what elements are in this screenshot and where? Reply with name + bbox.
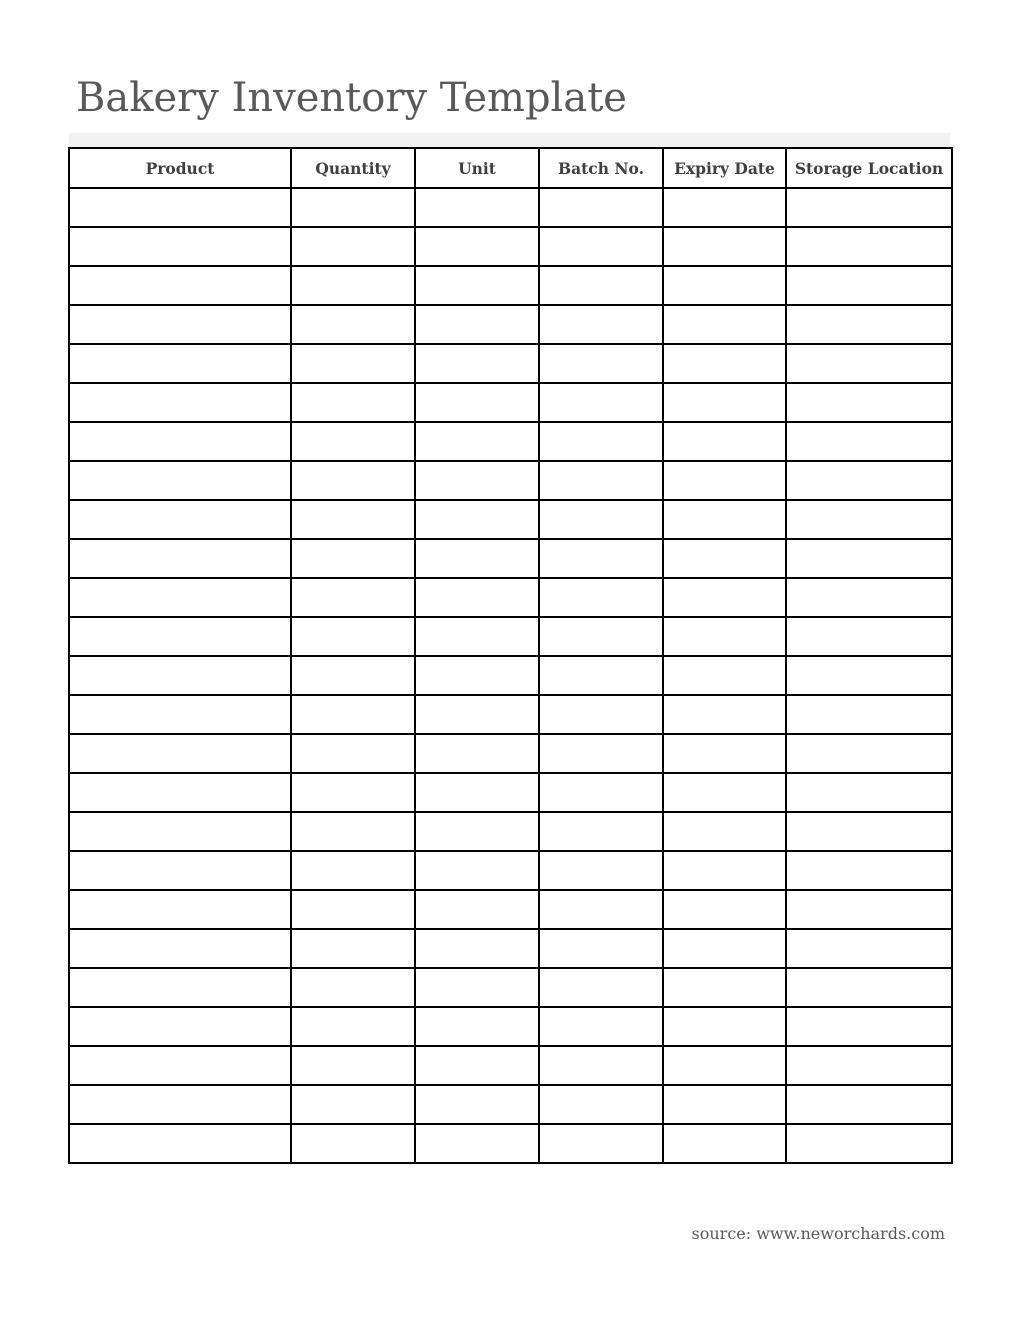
- cell-product[interactable]: [69, 383, 291, 422]
- column-header-unit: Unit: [415, 148, 539, 188]
- cell-batch-no[interactable]: [539, 578, 663, 617]
- cell-quantity[interactable]: [291, 1007, 415, 1046]
- table-row: [69, 734, 952, 773]
- cell-storage-location[interactable]: [786, 890, 952, 929]
- cell-batch-no[interactable]: [539, 383, 663, 422]
- table-row: [69, 500, 952, 539]
- table-row: [69, 578, 952, 617]
- cell-batch-no[interactable]: [539, 1124, 663, 1163]
- cell-expiry-date[interactable]: [663, 578, 786, 617]
- cell-quantity[interactable]: [291, 578, 415, 617]
- cell-unit[interactable]: [415, 422, 539, 461]
- cell-batch-no[interactable]: [539, 929, 663, 968]
- cell-unit[interactable]: [415, 1124, 539, 1163]
- cell-product[interactable]: [69, 695, 291, 734]
- cell-product[interactable]: [69, 968, 291, 1007]
- cell-product[interactable]: [69, 1124, 291, 1163]
- cell-storage-location[interactable]: [786, 422, 952, 461]
- cell-quantity[interactable]: [291, 617, 415, 656]
- cell-storage-location[interactable]: [786, 812, 952, 851]
- cell-unit[interactable]: [415, 734, 539, 773]
- cell-quantity[interactable]: [291, 344, 415, 383]
- table-row: [69, 227, 952, 266]
- cell-batch-no[interactable]: [539, 344, 663, 383]
- cell-expiry-date[interactable]: [663, 695, 786, 734]
- cell-expiry-date[interactable]: [663, 344, 786, 383]
- cell-storage-location[interactable]: [786, 539, 952, 578]
- cell-quantity[interactable]: [291, 656, 415, 695]
- cell-storage-location[interactable]: [786, 1124, 952, 1163]
- cell-expiry-date[interactable]: [663, 1007, 786, 1046]
- table-row: [69, 773, 952, 812]
- cell-expiry-date[interactable]: [663, 851, 786, 890]
- page-title: Bakery Inventory Template: [76, 75, 627, 121]
- table-row: [69, 929, 952, 968]
- cell-quantity[interactable]: [291, 929, 415, 968]
- cell-batch-no[interactable]: [539, 695, 663, 734]
- cell-batch-no[interactable]: [539, 890, 663, 929]
- cell-unit[interactable]: [415, 773, 539, 812]
- table-row: [69, 461, 952, 500]
- cell-storage-location[interactable]: [786, 1007, 952, 1046]
- cell-product[interactable]: [69, 812, 291, 851]
- cell-quantity[interactable]: [291, 734, 415, 773]
- cell-unit[interactable]: [415, 227, 539, 266]
- cell-expiry-date[interactable]: [663, 266, 786, 305]
- cell-product[interactable]: [69, 851, 291, 890]
- table-body: [69, 188, 952, 1163]
- table-row: [69, 188, 952, 227]
- cell-quantity[interactable]: [291, 305, 415, 344]
- column-header-product: Product: [69, 148, 291, 188]
- cell-quantity[interactable]: [291, 695, 415, 734]
- cell-batch-no[interactable]: [539, 305, 663, 344]
- table-row: [69, 617, 952, 656]
- inventory-table: [68, 147, 953, 1164]
- cell-product[interactable]: [69, 773, 291, 812]
- column-header-storage-location: Storage Location: [786, 148, 952, 188]
- cell-expiry-date[interactable]: [663, 461, 786, 500]
- table-header-row: [69, 148, 952, 188]
- cell-batch-no[interactable]: [539, 1085, 663, 1124]
- cell-unit[interactable]: [415, 656, 539, 695]
- cell-unit[interactable]: [415, 383, 539, 422]
- cell-quantity[interactable]: [291, 1085, 415, 1124]
- cell-unit[interactable]: [415, 188, 539, 227]
- table-row: [69, 656, 952, 695]
- cell-quantity[interactable]: [291, 539, 415, 578]
- cell-quantity[interactable]: [291, 812, 415, 851]
- cell-expiry-date[interactable]: [663, 1046, 786, 1085]
- cell-product[interactable]: [69, 227, 291, 266]
- cell-batch-no[interactable]: [539, 500, 663, 539]
- cell-storage-location[interactable]: [786, 383, 952, 422]
- cell-product[interactable]: [69, 734, 291, 773]
- cell-batch-no[interactable]: [539, 539, 663, 578]
- cell-storage-location[interactable]: [786, 188, 952, 227]
- cell-unit[interactable]: [415, 851, 539, 890]
- cell-quantity[interactable]: [291, 1046, 415, 1085]
- cell-product[interactable]: [69, 422, 291, 461]
- cell-expiry-date[interactable]: [663, 1085, 786, 1124]
- cell-unit[interactable]: [415, 539, 539, 578]
- cell-storage-location[interactable]: [786, 578, 952, 617]
- cell-unit[interactable]: [415, 890, 539, 929]
- cell-product[interactable]: [69, 1085, 291, 1124]
- cell-expiry-date[interactable]: [663, 305, 786, 344]
- table-row: [69, 695, 952, 734]
- cell-quantity[interactable]: [291, 500, 415, 539]
- cell-batch-no[interactable]: [539, 773, 663, 812]
- cell-quantity[interactable]: [291, 383, 415, 422]
- cell-batch-no[interactable]: [539, 656, 663, 695]
- cell-expiry-date[interactable]: [663, 968, 786, 1007]
- cell-quantity[interactable]: [291, 266, 415, 305]
- cell-quantity[interactable]: [291, 422, 415, 461]
- cell-batch-no[interactable]: [539, 968, 663, 1007]
- cell-quantity[interactable]: [291, 968, 415, 1007]
- cell-storage-location[interactable]: [786, 1085, 952, 1124]
- table-row: [69, 305, 952, 344]
- cell-expiry-date[interactable]: [663, 617, 786, 656]
- table-row: [69, 1046, 952, 1085]
- cell-expiry-date[interactable]: [663, 422, 786, 461]
- cell-unit[interactable]: [415, 929, 539, 968]
- table-row: [69, 968, 952, 1007]
- cell-batch-no[interactable]: [539, 422, 663, 461]
- table-row: [69, 539, 952, 578]
- cell-storage-location[interactable]: [786, 773, 952, 812]
- cell-unit[interactable]: [415, 305, 539, 344]
- cell-quantity[interactable]: [291, 188, 415, 227]
- cell-storage-location[interactable]: [786, 266, 952, 305]
- cell-unit[interactable]: [415, 344, 539, 383]
- table-row: [69, 266, 952, 305]
- cell-storage-location[interactable]: [786, 227, 952, 266]
- cell-product[interactable]: [69, 500, 291, 539]
- cell-unit[interactable]: [415, 500, 539, 539]
- cell-unit[interactable]: [415, 617, 539, 656]
- cell-product[interactable]: [69, 266, 291, 305]
- table-row: [69, 1085, 952, 1124]
- table-row: [69, 890, 952, 929]
- cell-unit[interactable]: [415, 1046, 539, 1085]
- cell-batch-no[interactable]: [539, 1007, 663, 1046]
- cell-unit[interactable]: [415, 461, 539, 500]
- cell-storage-location[interactable]: [786, 344, 952, 383]
- cell-quantity[interactable]: [291, 227, 415, 266]
- cell-unit[interactable]: [415, 695, 539, 734]
- cell-expiry-date[interactable]: [663, 1124, 786, 1163]
- table-row: [69, 1124, 952, 1163]
- cell-storage-location[interactable]: [786, 500, 952, 539]
- column-header-expiry-date: Expiry Date: [663, 148, 786, 188]
- table-row: [69, 383, 952, 422]
- table-row: [69, 851, 952, 890]
- cell-unit[interactable]: [415, 812, 539, 851]
- cell-product[interactable]: [69, 344, 291, 383]
- cell-quantity[interactable]: [291, 1124, 415, 1163]
- cell-product[interactable]: [69, 1046, 291, 1085]
- cell-batch-no[interactable]: [539, 617, 663, 656]
- source-credit: source: www.neworchards.com: [691, 1224, 945, 1243]
- cell-product[interactable]: [69, 1007, 291, 1046]
- cell-unit[interactable]: [415, 1007, 539, 1046]
- cell-unit[interactable]: [415, 266, 539, 305]
- table-row: [69, 812, 952, 851]
- table-row: [69, 422, 952, 461]
- cell-product[interactable]: [69, 890, 291, 929]
- cell-expiry-date[interactable]: [663, 812, 786, 851]
- cell-unit[interactable]: [415, 1085, 539, 1124]
- cell-batch-no[interactable]: [539, 227, 663, 266]
- cell-product[interactable]: [69, 656, 291, 695]
- cell-product[interactable]: [69, 617, 291, 656]
- title-divider-band: [69, 133, 950, 147]
- cell-expiry-date[interactable]: [663, 656, 786, 695]
- cell-batch-no[interactable]: [539, 266, 663, 305]
- cell-storage-location[interactable]: [786, 695, 952, 734]
- cell-storage-location[interactable]: [786, 851, 952, 890]
- cell-product[interactable]: [69, 461, 291, 500]
- cell-expiry-date[interactable]: [663, 188, 786, 227]
- cell-storage-location[interactable]: [786, 305, 952, 344]
- cell-expiry-date[interactable]: [663, 734, 786, 773]
- cell-batch-no[interactable]: [539, 188, 663, 227]
- cell-storage-location[interactable]: [786, 734, 952, 773]
- cell-quantity[interactable]: [291, 461, 415, 500]
- cell-product[interactable]: [69, 188, 291, 227]
- column-header-quantity: Quantity: [291, 148, 415, 188]
- cell-storage-location[interactable]: [786, 461, 952, 500]
- cell-expiry-date[interactable]: [663, 773, 786, 812]
- cell-expiry-date[interactable]: [663, 890, 786, 929]
- cell-batch-no[interactable]: [539, 851, 663, 890]
- cell-batch-no[interactable]: [539, 734, 663, 773]
- cell-unit[interactable]: [415, 578, 539, 617]
- cell-batch-no[interactable]: [539, 461, 663, 500]
- table-row: [69, 344, 952, 383]
- cell-storage-location[interactable]: [786, 929, 952, 968]
- cell-product[interactable]: [69, 305, 291, 344]
- cell-product[interactable]: [69, 539, 291, 578]
- cell-expiry-date[interactable]: [663, 929, 786, 968]
- cell-expiry-date[interactable]: [663, 383, 786, 422]
- cell-quantity[interactable]: [291, 773, 415, 812]
- cell-storage-location[interactable]: [786, 968, 952, 1007]
- cell-product[interactable]: [69, 578, 291, 617]
- cell-storage-location[interactable]: [786, 617, 952, 656]
- cell-storage-location[interactable]: [786, 656, 952, 695]
- column-header-batch-no: Batch No.: [539, 148, 663, 188]
- cell-expiry-date[interactable]: [663, 539, 786, 578]
- cell-batch-no[interactable]: [539, 812, 663, 851]
- cell-storage-location[interactable]: [786, 1046, 952, 1085]
- cell-expiry-date[interactable]: [663, 500, 786, 539]
- table-row: [69, 1007, 952, 1046]
- cell-quantity[interactable]: [291, 851, 415, 890]
- cell-product[interactable]: [69, 929, 291, 968]
- cell-unit[interactable]: [415, 968, 539, 1007]
- cell-expiry-date[interactable]: [663, 227, 786, 266]
- cell-quantity[interactable]: [291, 890, 415, 929]
- cell-batch-no[interactable]: [539, 1046, 663, 1085]
